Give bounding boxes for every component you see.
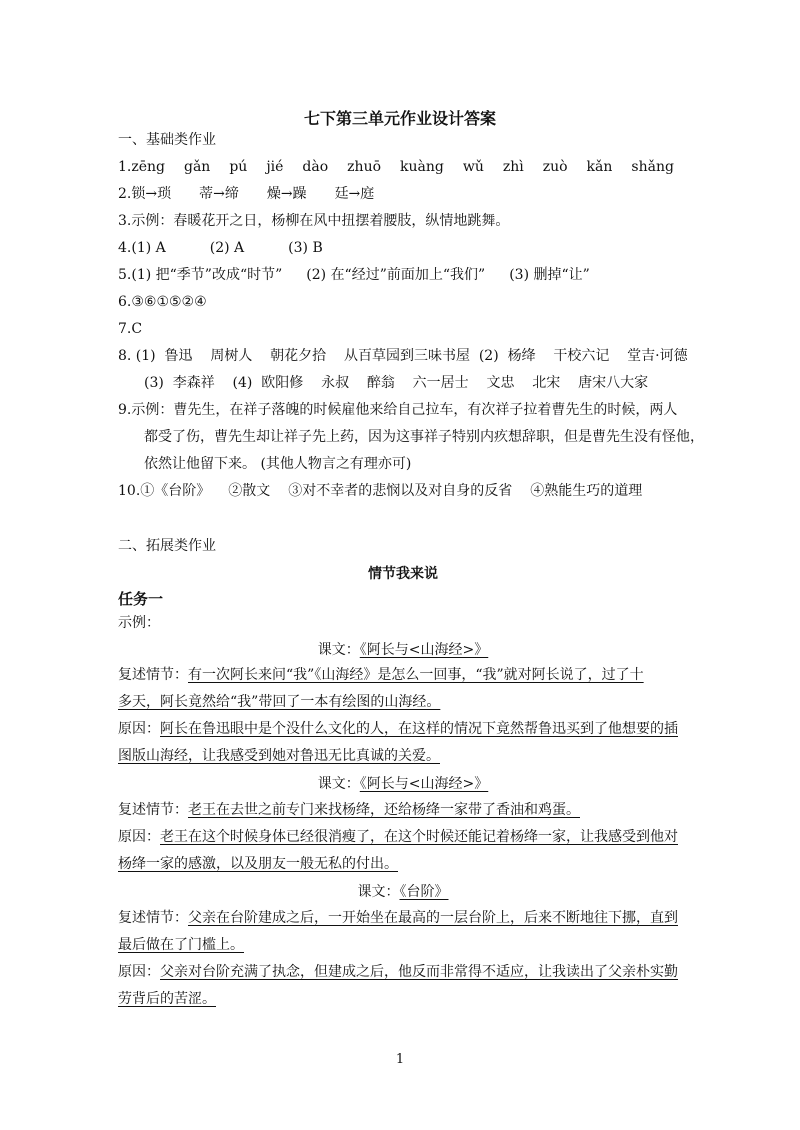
section1-heading: 一、基础类作业 <box>118 132 216 148</box>
retell-text: 多天，阿长竟然给“我”带回了一本有绘图的山海经。 <box>118 694 441 710</box>
q4-item: (1) A <box>131 240 166 256</box>
retell-text: 父亲在台阶建成之后，一开始坐在最高的一层台阶上，后来不断地往下挪，直到 <box>188 910 678 926</box>
reason-text: 劳背后的苦涩。 <box>118 991 216 1007</box>
q5-line <box>118 265 590 285</box>
q2-item: 廷→庭 <box>334 186 375 202</box>
reason-line <box>118 962 678 982</box>
q10-item: ②散文 <box>228 483 271 499</box>
lesson-line <box>118 639 688 659</box>
q10-item: ①《台阶》 <box>140 483 211 499</box>
reason-line <box>118 989 216 1009</box>
retell-line <box>118 908 678 928</box>
q9-line2: 都受了伤，曹先生却让祥子先上药，因为这事祥子特别内疚想辞职，但是曹先生没有怪他， <box>144 429 704 445</box>
q6-line: 6.③⑥①⑤②④ <box>118 294 207 310</box>
reason-text: 阿长在鲁迅眼中是个没什么文化的人，在这样的情况下竟然帮鲁迅买到了他想要的插 <box>160 721 678 737</box>
q7-line: 7.C <box>118 321 143 337</box>
q4-item: (2) A <box>209 240 245 256</box>
q10-item: ③对不幸者的悲悯以及对自身的反省 <box>288 483 513 499</box>
reason-line <box>118 827 678 847</box>
q8-line1: 8. (1) 鲁迅 周树人 朝花夕拾 从百草园到三味书屋 (2) 杨绛 干校六记 堂吉·诃德 <box>118 348 688 364</box>
pinyin-item: zhuō <box>347 159 382 175</box>
reason-text: 父亲对台阶充满了执念，但建成之后，他反而非常得不适应，让我读出了父亲朴实勤 <box>160 964 678 980</box>
q2-line <box>118 184 374 204</box>
retell-line <box>118 665 644 685</box>
q5-item: (1) 把“季节”改成“时节” <box>131 267 283 283</box>
pinyin-item: gǎn <box>184 159 211 175</box>
q2-item: 蒂→缔 <box>199 186 239 202</box>
reason-line <box>118 746 440 766</box>
q8-line2: (3) 李森祥 (4) 欧阳修 永叔 醉翁 六一居士 文忠 北宋 唐宋八大家 <box>144 375 649 391</box>
lesson-title: 《阿长与<山海经>》 <box>359 776 489 792</box>
pinyin-item: kuàng <box>400 159 444 175</box>
pinyin-item: zhì <box>502 159 524 175</box>
q2-item: 锁→琐 <box>131 186 172 202</box>
retell-line <box>118 692 440 712</box>
q1-prefix: 1. <box>118 159 132 175</box>
section2-subtitle: 情节我来说 <box>368 566 438 582</box>
retell-text: 有一次阿长来问“我”《山海经》是怎么一回事，“我”就对阿长说了，过了十 <box>188 667 644 683</box>
reason-text: 杨绛一家的感激，以及朋友一般无私的付出。 <box>118 856 398 872</box>
reason-line <box>118 719 678 739</box>
pinyin-item: dào <box>302 159 329 175</box>
q3-line: 3.示例：春暖花开之日，杨柳在风中扭摆着腰肢，纵情地跳舞。 <box>118 213 510 229</box>
pinyin-item: zēng <box>131 159 165 175</box>
retell-line <box>118 800 580 820</box>
lesson-title: 《阿长与<山海经>》 <box>359 642 489 658</box>
example-label: 示例： <box>118 615 160 631</box>
pinyin-item: pú <box>229 159 248 175</box>
q2-item: 燥→躁 <box>266 186 307 202</box>
q5-prefix: 5. <box>118 267 132 283</box>
reason-line <box>118 854 398 874</box>
lesson-label: 课文： <box>317 642 360 658</box>
q5-item: (3) 删掉“让” <box>509 267 590 283</box>
q9-line1: 9.示例：曹先生，在祥子落魄的时候雇他来给自己拉车，有次祥子拉着曹先生的时候，两人 <box>118 402 678 418</box>
retell-text: 老王在去世之前专门来找杨绛，还给杨绛一家带了香油和鸡蛋。 <box>188 802 580 818</box>
lesson-line <box>118 881 688 901</box>
lesson-label: 课文： <box>357 884 400 900</box>
lesson-label: 课文： <box>317 776 360 792</box>
q4-line <box>118 238 323 258</box>
retell-label: 复述情节： <box>118 910 188 926</box>
q9-line3: 依然让他留下来。 (其他人物言之有理亦可) <box>144 456 412 472</box>
pinyin-item: wǔ <box>462 159 484 175</box>
retell-label: 复述情节： <box>118 802 188 818</box>
reason-label: 原因： <box>118 721 160 737</box>
reason-text: 老王在这个时候身体已经很消瘦了，在这个时候还能记着杨绛一家，让我感受到他对 <box>160 829 678 845</box>
lesson-title: 《台阶》 <box>399 884 449 900</box>
pinyin-item: shǎng <box>631 159 674 175</box>
q1-line <box>118 157 693 177</box>
retell-line <box>118 935 244 955</box>
pinyin-item: zuò <box>542 159 568 175</box>
section2-heading: 二、拓展类作业 <box>118 538 216 554</box>
pinyin-item: jié <box>266 159 284 175</box>
q4-prefix: 4. <box>118 240 132 256</box>
q10-prefix: 10. <box>118 483 141 499</box>
q4-item: (3) B <box>288 240 323 256</box>
retell-label: 复述情节： <box>118 667 188 683</box>
page-title: 七下第三单元作业设计答案 <box>303 109 496 128</box>
q10-item: ④熟能生巧的道理 <box>530 483 643 499</box>
pinyin-item: kǎn <box>586 159 613 175</box>
task-heading: 任务一 <box>118 590 164 608</box>
page-number: 1 <box>395 1052 405 1067</box>
lesson-line <box>118 773 688 793</box>
reason-label: 原因： <box>118 829 160 845</box>
q2-prefix: 2. <box>118 186 132 202</box>
q5-item: (2) 在“经过”前面加上“我们” <box>306 267 486 283</box>
reason-label: 原因： <box>118 964 160 980</box>
q10-line <box>118 481 642 501</box>
retell-text: 最后做在了门槛上。 <box>118 937 244 953</box>
reason-text: 图版山海经，让我感受到她对鲁迅无比真诚的关爱。 <box>118 748 440 764</box>
